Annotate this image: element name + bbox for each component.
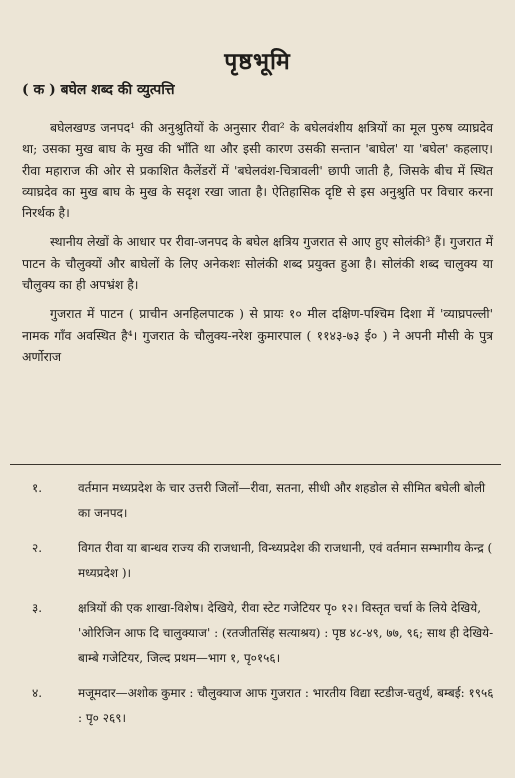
paragraph: स्थानीय लेखों के आधार पर रीवा-जनपद के बघेल क्षत्रिय गुजरात से आए हुए सोलंकी³ हैं। गुजरात में पाटन के चौलुक्यों और बाघेलों के लिए अनेकशः सोलंकी शब्द प्रयुक्त हुआ है। सोलंकी शब्द चालुक्य या चौलुक्य का ही अपभ्रंश है। xyxy=(22,234,493,293)
footnote-number: ३. xyxy=(32,601,43,615)
section-title: ( क ) बघेल शब्द की व्युत्पत्ति xyxy=(22,82,175,98)
footnotes xyxy=(18,476,497,741)
footnote-divider xyxy=(10,464,501,465)
footnote xyxy=(18,681,497,731)
footnote-text: वर्तमान मध्यप्रदेश के चार उत्तरी जिलों—रीवा, सतना, सीधी और शहडोल से सीमित बघेली बोली का जनपद। xyxy=(78,481,486,520)
footnote-text: विगत रीवा या बान्धव राज्य की राजधानी, विन्ध्यप्रदेश की राजधानी, एवं वर्तमान सम्भागीय केन्द्र ( मध्यप्रदेश )। xyxy=(78,541,493,580)
footnote-text: क्षत्रियों की एक शाखा-विशेष। देखिये, रीवा स्टेट गजेटियर पृ० १२। विस्तृत चर्चा के लिये देखिये, 'ओरिजिन आफ दि चालुक्याज' : (रतजीतसिंह सत्याश्रय) : पृष्ठ ४८-४९, ७७, ९६; साथ ही देखिये-बाम्बे गजेटियर, जिल्द प्रथम—भाग १, पृ०१५६। xyxy=(78,601,494,665)
footnote-number: ४. xyxy=(32,686,43,700)
body-text xyxy=(22,117,493,375)
footnote xyxy=(18,536,497,586)
footnote-number: १. xyxy=(32,481,43,495)
footnote-number: २. xyxy=(32,541,43,555)
footnote xyxy=(18,596,497,671)
page-heading: पृष्ठभूमि xyxy=(224,48,291,75)
paragraph: गुजरात में पाटन ( प्राचीन अनहिलपाटक ) से प्रायः १० मील दक्षिण-पश्चिम दिशा में 'व्याघ्रपल्ली' नामक गाँव अवस्थित है⁴। गुजरात के चौलुक्य-नरेश कुमारपाल ( ११४३-७३ ई० ) ने अपनी मौसी के पुत्र अर्णोराज xyxy=(22,306,493,364)
paragraph: बघेलखण्ड जनपद¹ की अनुश्रुतियों के अनुसार रीवा² के बघेलवंशीय क्षत्रियों का मूल पुरुष व्याघ्रदेव था; उसका मुख बाघ के मुख की भाँति था और इसी कारण उसकी सन्तान 'बाघेल' या 'बघेल' कहलाए। रीवा महाराज की ओर से प्रकाशित कैलेंडरों में 'बघेलवंश-चित्रावली' छापी जाती है, जिसके बीच में स्थित व्याघ्रदेव का मुख बाघ के मुख के सदृश रखा जाता है। ऐतिहासिक दृष्टि से इस अनुश्रुति पर विचार करना निरर्थक है। xyxy=(22,120,493,221)
footnote xyxy=(18,476,497,526)
footnote-text: मजूमदार—अशोक कुमार : चौलुक्याज आफ गुजरात : भारतीय विद्या स्टडीज-चतुर्थ, बम्बई: १९५६ : पृ० २६९। xyxy=(78,686,494,725)
